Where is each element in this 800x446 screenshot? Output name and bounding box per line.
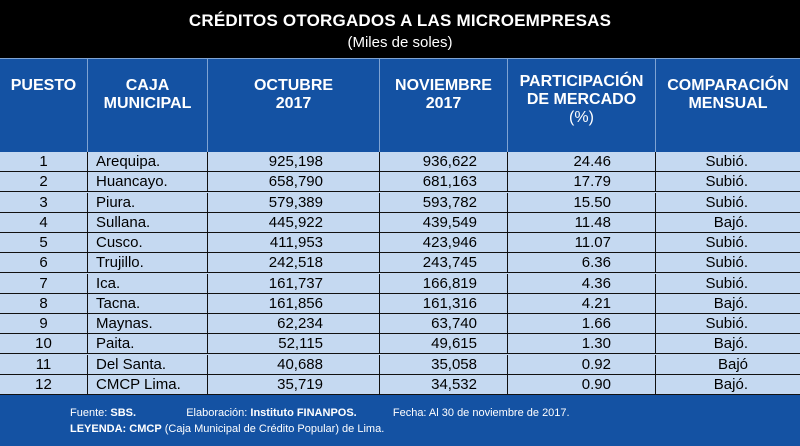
cell-part: 1.30 [508, 334, 656, 354]
header-part [508, 59, 656, 152]
header-comp-line-0: COMPARACIÓN [667, 77, 789, 94]
cell-comp: Subió. [705, 234, 748, 251]
header-part-line-2: (%) [569, 109, 594, 126]
header-puesto-line-0: PUESTO [10, 77, 77, 94]
cell-comp: Bajó. [713, 294, 748, 312]
cell-part: 11.07 [508, 233, 656, 253]
cell-comp: Bajó [717, 355, 748, 373]
table-row [0, 314, 800, 334]
cell-oct: 52,115 [208, 334, 380, 354]
cell-nov: 49,615 [380, 334, 508, 354]
cell-caja: CMCP Lima. [88, 375, 208, 395]
cell-caja: Cusco. [88, 233, 208, 253]
header-nov-line-1: 2017 [425, 95, 462, 112]
cell-part: 6.36 [508, 253, 656, 273]
cell-puesto: 9 [0, 314, 88, 334]
cell-oct: 40,688 [208, 355, 380, 375]
cell-nov: 439,549 [380, 213, 508, 233]
cell-puesto: 11 [0, 355, 88, 375]
elaboracion-value: Instituto FINANPOS. [250, 407, 357, 419]
header-nov [380, 59, 508, 152]
cell-caja: Sullana. [88, 213, 208, 233]
header-comp [656, 59, 800, 152]
table-row [0, 213, 800, 233]
cell-caja: Huancayo. [88, 172, 208, 192]
header-puesto [0, 59, 88, 152]
cell-caja: Trujillo. [88, 253, 208, 273]
table-row [0, 334, 800, 354]
cell-comp: Bajó. [713, 335, 748, 353]
cell-oct: 161,737 [208, 274, 380, 294]
leyenda-text: (Caja Municipal de Crédito Popular) de Lima. [164, 423, 385, 435]
cell-caja: Ica. [88, 274, 208, 294]
cell-nov: 161,316 [380, 294, 508, 314]
title-block [0, 0, 800, 58]
table-footer [0, 395, 800, 446]
cell-puesto: 3 [0, 193, 88, 213]
fecha-text: Fecha: Al 30 de noviembre de 2017. [392, 407, 570, 419]
table-subtitle: (Miles de soles) [347, 34, 453, 51]
cell-nov: 936,622 [380, 152, 508, 172]
cell-nov: 166,819 [380, 274, 508, 294]
cell-puesto: 1 [0, 152, 88, 172]
fuente-label: Fuente: [70, 407, 108, 419]
cell-part: 4.36 [508, 274, 656, 294]
footer-legend-line [70, 423, 384, 435]
cell-oct: 579,389 [208, 193, 380, 213]
cell-part: 4.21 [508, 294, 656, 314]
table-row [0, 375, 800, 395]
cell-nov: 243,745 [380, 253, 508, 273]
header-caja-line-1: MUNICIPAL [103, 95, 192, 112]
cell-comp: Subió. [705, 274, 748, 292]
header-oct [208, 59, 380, 152]
cell-comp: Subió. [705, 254, 748, 272]
cell-caja: Piura. [88, 193, 208, 213]
cell-part: 24.46 [508, 152, 656, 172]
table-header [0, 58, 800, 153]
cell-comp: Subió. [705, 193, 748, 211]
cell-part: 0.90 [508, 375, 656, 395]
leyenda-key: CMCP [129, 423, 162, 435]
table-row [0, 172, 800, 192]
cell-nov: 35,058 [380, 355, 508, 375]
cell-oct: 62,234 [208, 314, 380, 334]
table-row [0, 233, 800, 253]
cell-part: 15.50 [508, 193, 656, 213]
cell-puesto: 8 [0, 294, 88, 314]
cell-puesto: 12 [0, 375, 88, 395]
table-body [0, 152, 800, 395]
cell-caja: Tacna. [88, 294, 208, 314]
cell-puesto: 2 [0, 172, 88, 192]
cell-part: 0.92 [508, 355, 656, 375]
header-nov-line-0: NOVIEMBRE [395, 77, 492, 94]
cell-nov: 681,163 [380, 172, 508, 192]
cell-puesto: 10 [0, 334, 88, 354]
cell-nov: 593,782 [380, 193, 508, 213]
cell-oct: 658,790 [208, 172, 380, 192]
cell-oct: 445,922 [208, 213, 380, 233]
cell-nov: 423,946 [380, 233, 508, 253]
header-caja [88, 59, 208, 152]
elaboracion-label: Elaboración: [186, 407, 248, 419]
table-row [0, 253, 800, 273]
cell-caja: Del Santa. [88, 355, 208, 375]
cell-caja: Paita. [88, 334, 208, 354]
cell-puesto: 5 [0, 233, 88, 253]
cell-nov: 34,532 [380, 375, 508, 395]
table-row [0, 193, 800, 213]
header-caja-line-0: CAJA [125, 77, 170, 94]
table-row [0, 355, 800, 375]
cell-caja: Maynas. [88, 314, 208, 334]
cell-comp: Subió. [705, 153, 748, 170]
cell-oct: 411,953 [208, 233, 380, 253]
table-row [0, 294, 800, 314]
table-row [0, 152, 800, 172]
cell-puesto: 7 [0, 274, 88, 294]
table-title: CRÉDITOS OTORGADOS A LAS MICROEMPRESAS [188, 11, 612, 30]
cell-oct: 161,856 [208, 294, 380, 314]
cell-comp: Subió. [705, 173, 748, 191]
cell-part: 17.79 [508, 172, 656, 192]
cell-comp: Subió. [705, 315, 748, 332]
header-oct-line-1: 2017 [275, 95, 312, 112]
header-comp-line-1: MENSUAL [688, 95, 768, 112]
cell-part: 11.48 [508, 213, 656, 233]
cell-puesto: 6 [0, 253, 88, 273]
cell-comp: Bajó. [713, 213, 748, 231]
cell-oct: 925,198 [208, 152, 380, 172]
table-row [0, 274, 800, 294]
cell-caja: Arequipa. [88, 152, 208, 172]
footer-source-line [70, 407, 570, 419]
header-part-line-0: PARTICIPACIÓN [519, 73, 644, 90]
header-oct-line-0: OCTUBRE [253, 77, 334, 94]
fuente-value: SBS. [110, 407, 137, 419]
leyenda-label: LEYENDA: [70, 423, 127, 435]
header-part-line-1: DE MERCADO [526, 91, 637, 108]
cell-oct: 35,719 [208, 375, 380, 395]
cell-part: 1.66 [508, 314, 656, 334]
cell-comp: Bajó. [713, 375, 748, 393]
cell-puesto: 4 [0, 213, 88, 233]
cell-oct: 242,518 [208, 253, 380, 273]
cell-nov: 63,740 [380, 314, 508, 334]
